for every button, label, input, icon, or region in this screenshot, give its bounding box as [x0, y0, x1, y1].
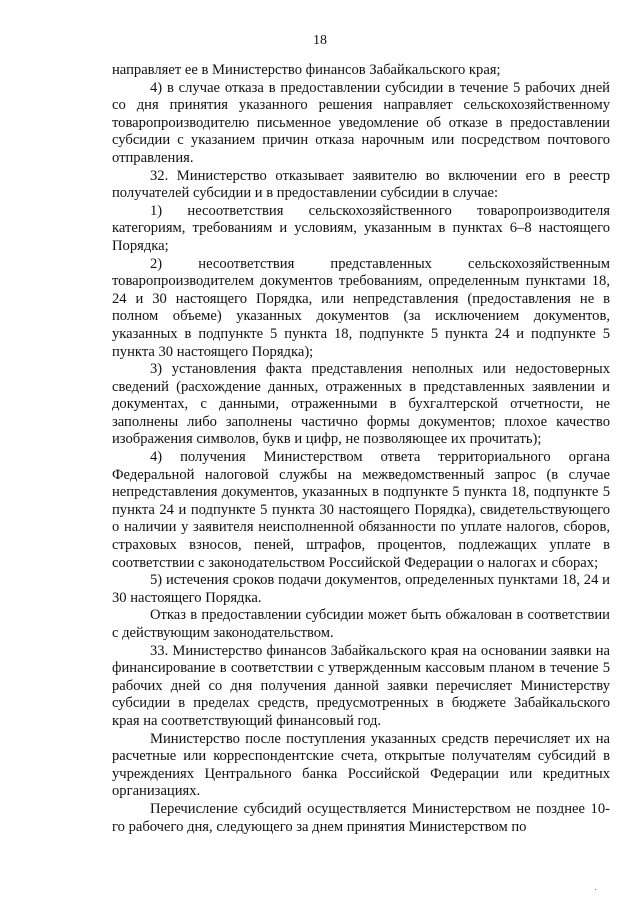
paragraph-continuation: направляет ее в Министерство финансов Забайкальского края; [112, 62, 501, 78]
corner-mark: · [594, 885, 598, 896]
paragraph-clause-32-item-5: 5) истечения сроков подачи документов, определенных пунктами 18, 24 и 30 настоящего Порядка. [112, 572, 610, 606]
paragraph-clause-32-item-1: 1) несоответствия сельскохозяйственного товаропроизводителя категориям, требованиям и условиям, указанным в пунктах 6–8 настоящего Порядка; [112, 202, 610, 254]
paragraph-clause-33: 33. Министерство финансов Забайкальского края на основании заявки на финансирование в соответствии с утвержденным кассовым планом в течение 5 рабочих дней со дня получения данной заявки перечисляет Министерству субсидии в пределах средств, предусмотренных в бюджете Забайкальского края на соответствующий финансовый год. [112, 642, 610, 729]
page-number: 18 [313, 33, 327, 48]
paragraph-clause-32: 32. Министерство отказывает заявителю во включении его в реестр получателей субсидии и в предоставлении субсидии в случае: [112, 167, 610, 202]
paragraph-appeal: Отказ в предоставлении субсидии может быть обжалован в соответствии с действующим законодательством. [112, 607, 610, 641]
paragraph-ministry-transfer: Министерство после поступления указанных средств перечисляет их на расчетные или корреспондентские счета, открытые получателям субсидий в учреждениях Центрального банка Российской Федерации или кредитных организациях. [112, 730, 610, 800]
document-body [112, 62, 610, 836]
paragraph-clause-32-item-4: 4) получения Министерством ответа территориального органа Федеральной налоговой службы на межведомственный запрос (в случае непредставления документов, указанных в подпункте 5 пункта 18, подпункте 5 пункта 24 и подпункте 5 пункта 30 настоящего Порядка), свидетельствующего о наличии у заявителя неисполненной обязанности по уплате налогов, сборов, страховых взносов, пеней, штрафов, процентов, подлежащих уплате в соответствии с законодательством Российской Федерации о налогах и сборах; [112, 449, 610, 571]
paragraph-transfer-deadline: Перечисление субсидий осуществляется Министерством не позднее 10-го рабочего дня, следующего за днем принятия Министерством по [112, 800, 610, 835]
paragraph-clause-32-item-3: 3) установления факта представления неполных или недостоверных сведений (расхождение данных, отраженных в представленных заявлении и документах, с данными, отраженными в бухгалтерской отчетности, не заполнены либо заполнены частично формы документов; плохое качество изображения символов, букв и цифр, не позволяющее их прочитать); [112, 361, 610, 448]
paragraph-item-4-refusal-notice: 4) в случае отказа в предоставлении субсидии в течение 5 рабочих дней со дня принятия указанного решения направляет сельскохозяйственному товаропроизводителю письменное уведомление об отказе в предоставлении субсидии с указанием причин отказа нарочным или посредством почтового отправления. [112, 79, 610, 166]
paragraph-clause-32-item-2: 2) несоответствия представленных сельскохозяйственным товаропроизводителем документов требованиям, определенным пунктами 18, 24 и 30 настоящего Порядка, или непредставления (предоставления не в полном объеме) указанных документов (за исключением документов, указанных в подпункте 5 пункта 18, подпункте 5 пункта 24 и подпункте 5 пункта 30 настоящего Порядка); [112, 255, 610, 360]
